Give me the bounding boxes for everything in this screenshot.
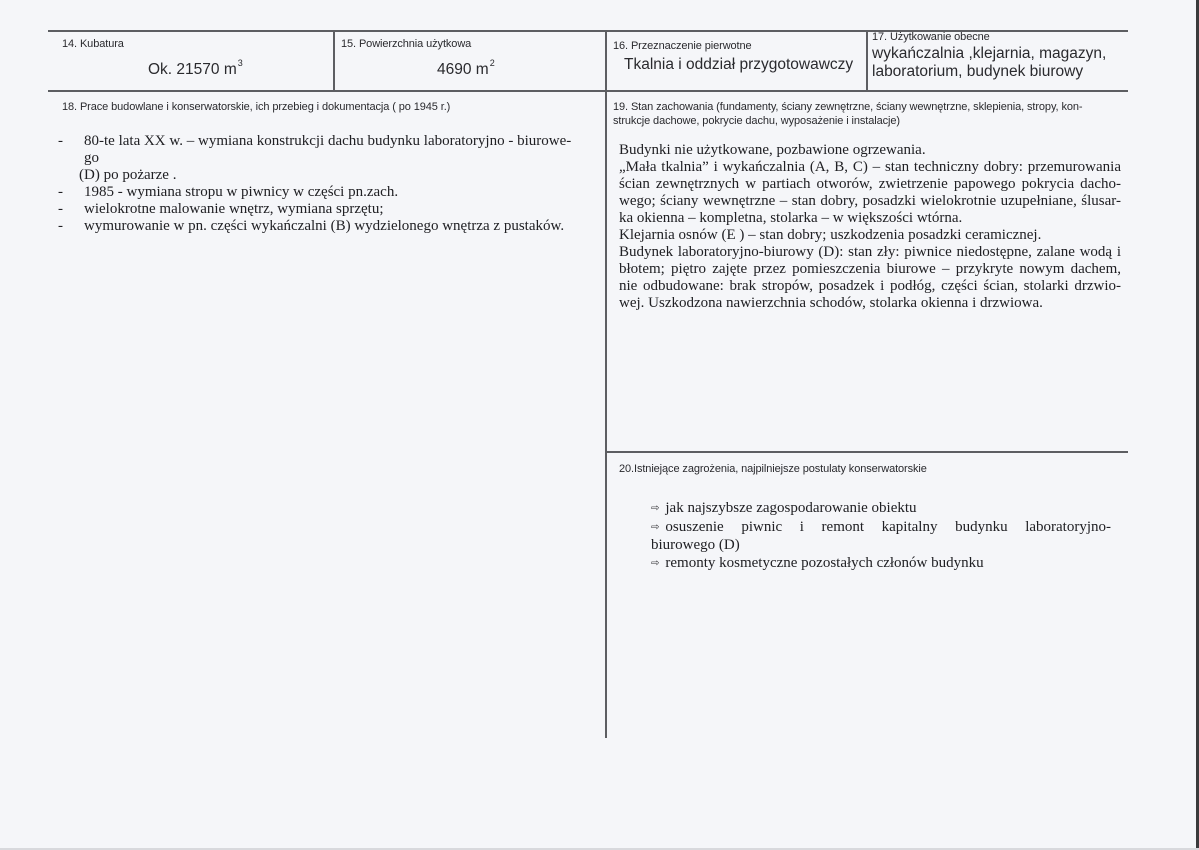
- text-line: Budynki nie użytkowane, pozbawione ogrzewania.: [619, 142, 926, 158]
- field-16-value: Tkalnia i oddział przygotowawczy: [624, 56, 854, 73]
- field-14-value: [148, 58, 243, 79]
- list-item-line: remonty kosmetyczne pozostałych członów budynku: [665, 554, 984, 571]
- field-15-label: 15. Powierzchnia użytkowa: [341, 38, 472, 50]
- field-18-label: 18. Prace budowlane i konserwatorskie, ich przebieg i dokumentacja ( po 1945 r.): [62, 101, 451, 113]
- list-item-line: osuszenie piwnic i remont kapitalny budynku laboratoryjno-: [665, 518, 1111, 535]
- text-line: „Mała tkalnia” i wykańczalnia (A, B, C) – stan techniczny dobry: przemurowania: [619, 159, 1121, 175]
- text-line: ka okienna – kompletna, stolarka – w większości wtórna.: [619, 210, 963, 226]
- field-20-list: [651, 500, 1111, 573]
- field-20-label: 20.Istniejące zagrożenia, najpilniejsze postulaty konserwatorskie: [619, 463, 927, 475]
- list-item-line: wielokrotne malowanie wnętrz, wymiana sprzętu;: [84, 201, 384, 217]
- field-19-label-line-2: strukcje dachowe, pokrycie dachu, wyposażenie i instalacje): [613, 115, 900, 127]
- list-item-line: wymurowanie w pn. części wykańczalni (B) wydzielonego wnętrza z pustaków.: [84, 218, 565, 234]
- divider-16-17: [866, 31, 868, 91]
- field-17-label: 17. Użytkowanie obecne: [872, 31, 990, 43]
- text-line: błotem; piętro zajęte przez pomieszczenia biurowe – przykryte nowym dachem,: [619, 261, 1121, 277]
- field-18-list: [58, 133, 578, 235]
- text-line: Budynek laboratoryjno-biurowy (D): stan zły: piwnice niedostępne, zalane wodą i: [619, 244, 1121, 260]
- arrow-right-icon: ⇨: [651, 503, 660, 514]
- list-item: [58, 201, 578, 218]
- row1-bottom-rule: [48, 90, 1128, 92]
- arrow-right-icon: ⇨: [651, 557, 660, 569]
- dash-bullet: -: [58, 133, 63, 149]
- list-item: [58, 133, 578, 184]
- divider-15-16-main: [605, 31, 607, 738]
- list-item-line: 1985 - wymiana stropu w piwnicy w części pn.zach.: [84, 184, 399, 200]
- list-item: [651, 519, 1111, 538]
- dash-bullet: -: [58, 218, 63, 234]
- field-15-unit-exponent: 2: [489, 58, 495, 68]
- text-line: wego; ściany wewnętrzne – stan dobry, posadzki wielokrotnie uzupełniane, ślusar-: [619, 193, 1121, 209]
- list-item-line: jak najszybsze zagospodarowanie obiektu: [665, 500, 917, 516]
- field-16-label: 16. Przeznaczenie pierwotne: [613, 40, 752, 52]
- field-17-value-line-2: laboratorium, budynek biurowy: [872, 63, 1084, 80]
- list-item: [651, 555, 1111, 574]
- list-item-line: go: [84, 150, 99, 166]
- list-item-line: (D) po pożarze .: [79, 167, 177, 183]
- field-14-unit-exponent: 3: [237, 58, 243, 68]
- divider-14-15: [333, 31, 335, 91]
- list-item: [58, 218, 578, 235]
- list-item-line: 80-te lata XX w. – wymiana konstrukcji dachu budynku laboratoryjno - biurowe-: [84, 133, 572, 149]
- field-19-text: [619, 142, 1121, 312]
- text-line: ścian zewnętrznych w partiach otworów, zwietrzenie papowego pokrycia dacho-: [619, 176, 1121, 192]
- text-line: wej. Uszkodzona nawierzchnia schodów, stolarka okienna i drzwiowa.: [619, 295, 1043, 311]
- field-15-value-text: 4690 m: [437, 61, 489, 78]
- list-item: [58, 184, 578, 201]
- dash-bullet: -: [58, 201, 63, 217]
- arrow-right-icon: ⇨: [651, 521, 660, 533]
- section19-20-divider: [606, 451, 1128, 453]
- text-line: Klejarnia osnów (E ) – stan dobry; uszkodzenia posadzki ceramicznej.: [619, 227, 1042, 243]
- field-15-value: [437, 58, 495, 79]
- list-item: [651, 500, 1111, 519]
- field-14-value-text: Ok. 21570 m: [148, 61, 237, 78]
- field-14-label: 14. Kubatura: [62, 38, 124, 50]
- field-17-value-line-1: wykańczalnia ,klejarnia, magazyn,: [872, 45, 1107, 62]
- list-item-continuation: biurowego (D): [651, 537, 740, 553]
- text-line: nie odbudowane: brak stropów, posadzek i podłóg, części ścian, stolarki drzwio-: [619, 278, 1121, 294]
- field-19-label-line-1: 19. Stan zachowania (fundamenty, ściany zewnętrzne, ściany wewnętrzne, sklepienia, stropy, kon-: [613, 101, 1083, 113]
- dash-bullet: -: [58, 184, 63, 200]
